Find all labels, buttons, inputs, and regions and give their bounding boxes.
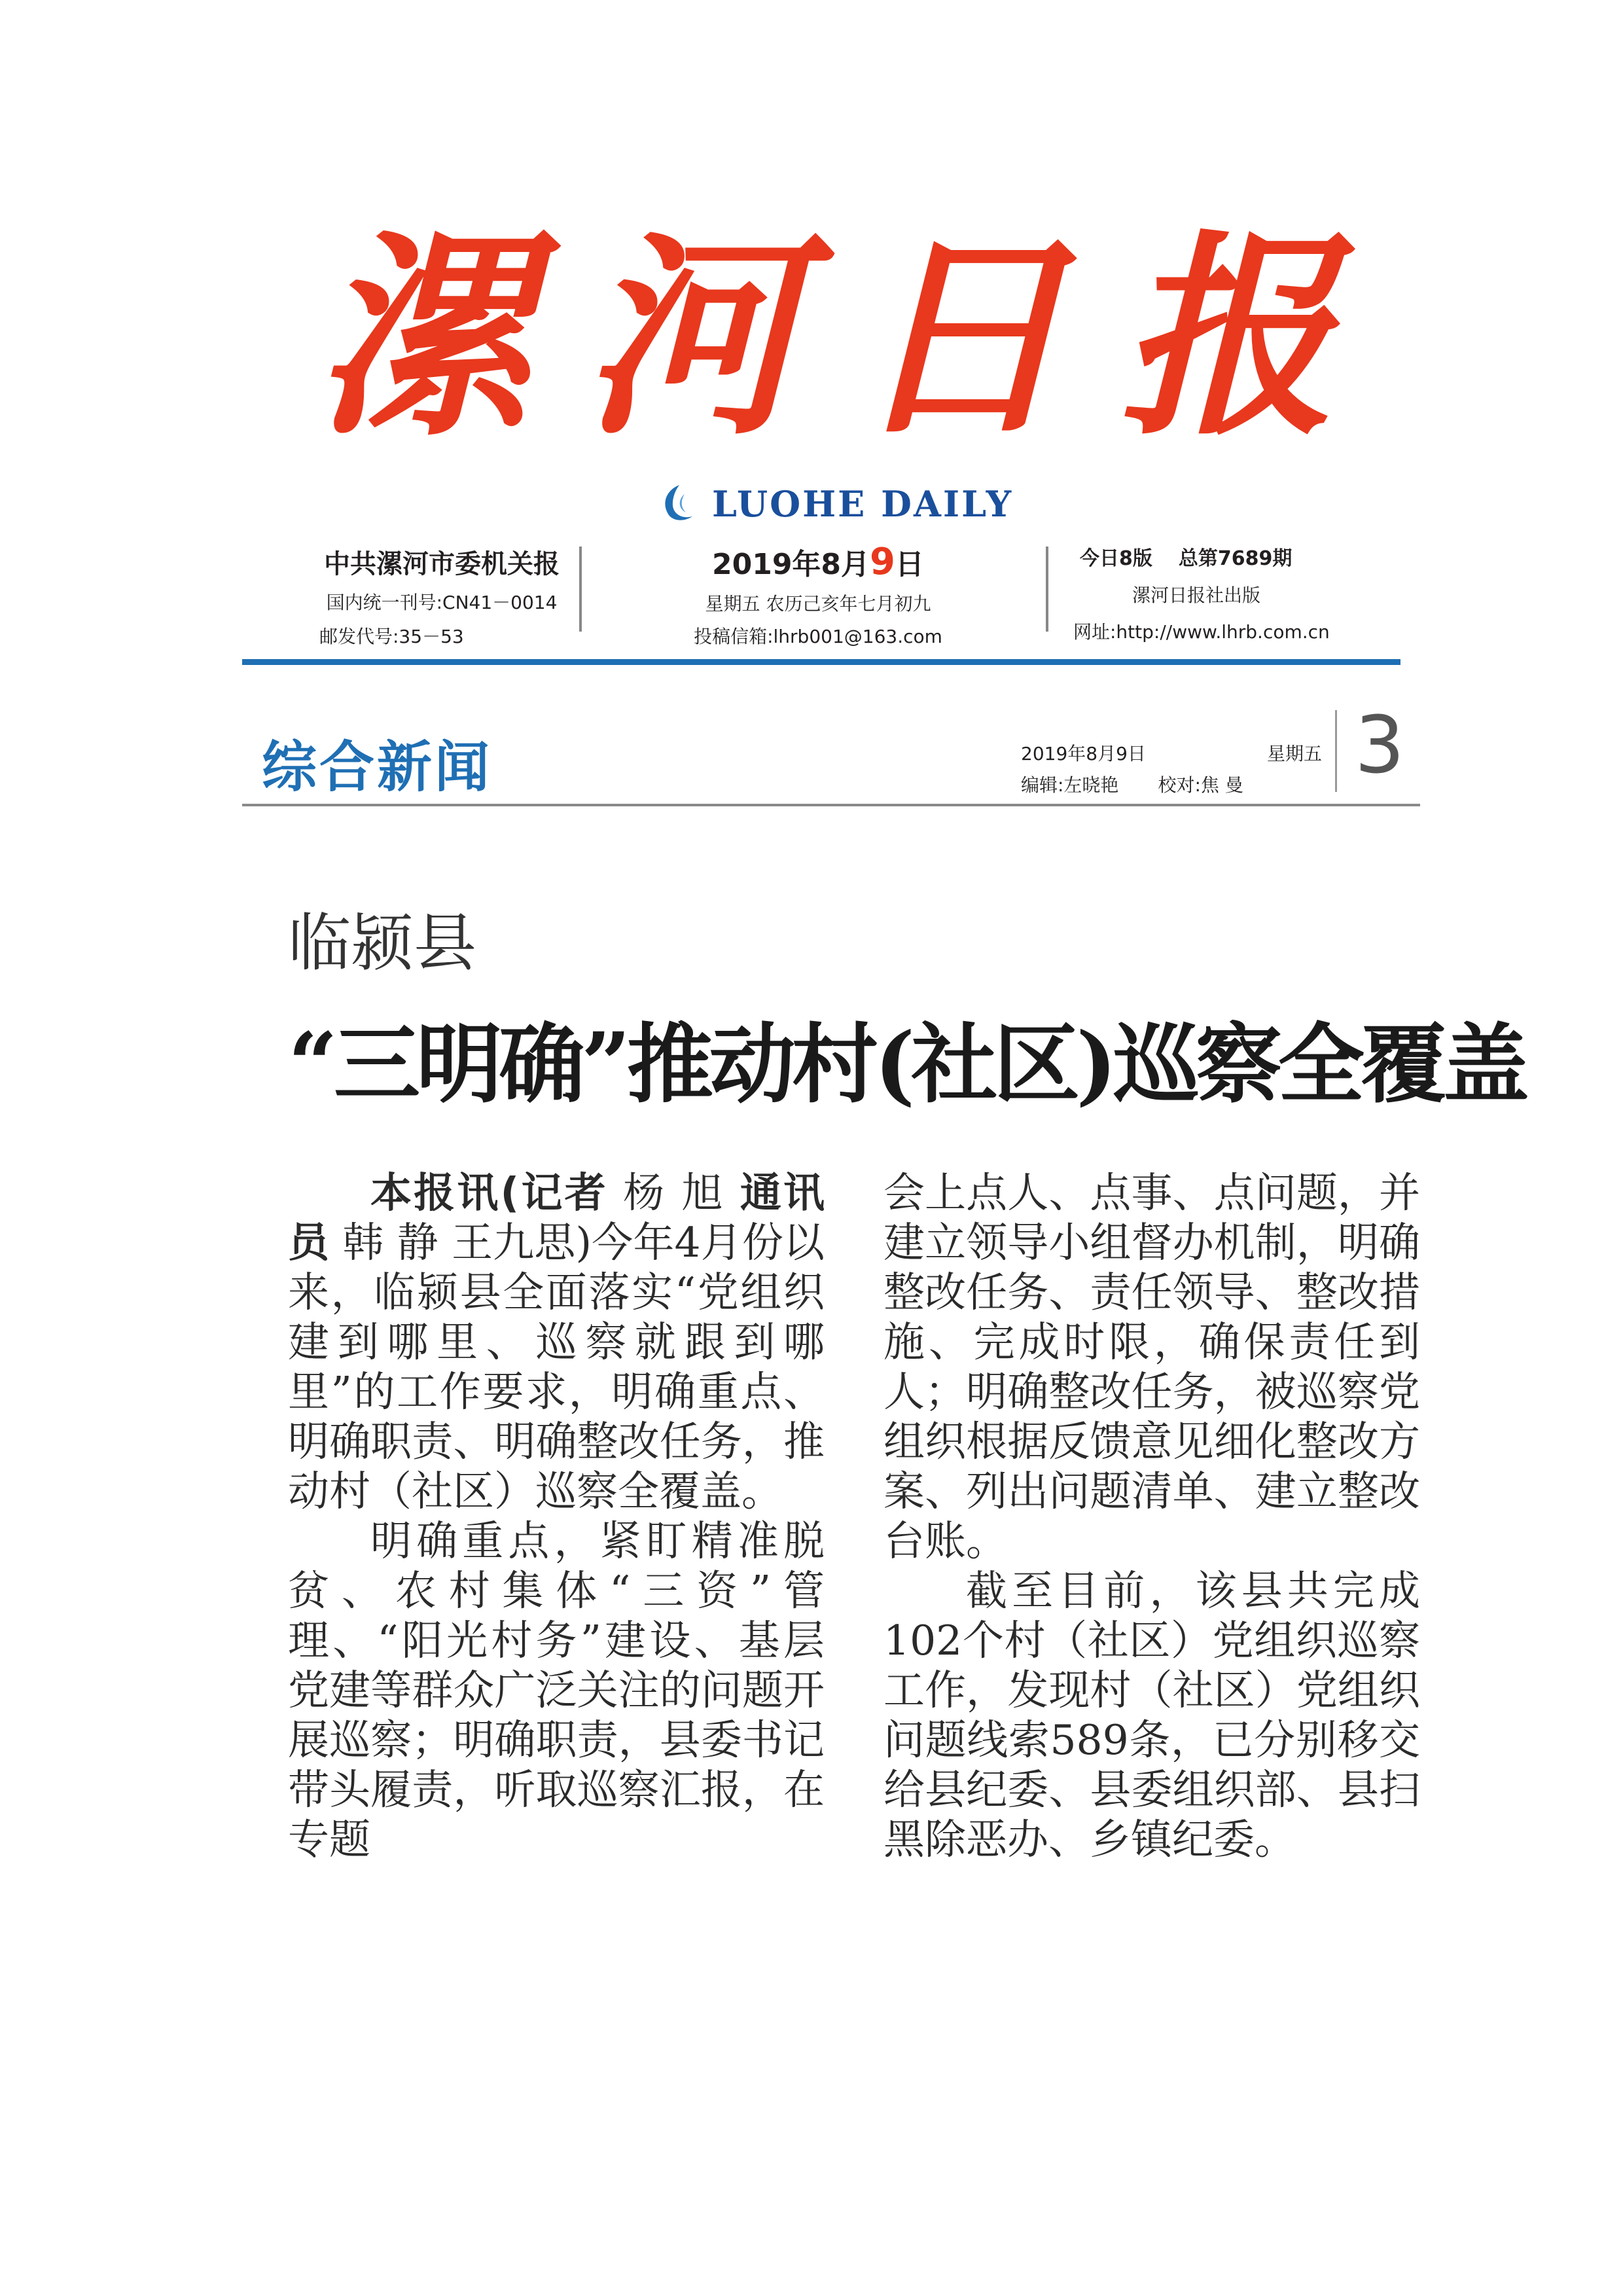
divider [1046, 547, 1048, 632]
paragraph-2-continued: 会上点人、点事、点问题，并建立领导小组督办机制，明确整改任务、责任领导、整改措施、完成时限，确保责任到人；明确整改任务，被巡察党组织根据反馈意见细化整改方案、列出问题清单、建立整改台账。 [883, 1169, 1420, 1565]
page-meta [1021, 740, 1322, 797]
paragraph-2: 明确重点，紧盯精准脱贫、农村集体“三资”管理、“阳光村务”建设、基层党建等群众广泛关注的问题开展巡察；明确职责，县委书记带头履责，听取巡察汇报，在专题 [288, 1517, 825, 1863]
article-body [288, 1168, 825, 1865]
submission-email: 投稿信箱:lhrb001@163.com [694, 626, 942, 647]
website: 网址:http://www.lhrb.com.cn [1073, 621, 1330, 643]
wave-logo-icon [654, 481, 700, 527]
paragraph-1: 今年4月份以来，临颍县全面落实“党组织建到哪里、巡察就跟到哪里”的工作要求，明确重点、明确职责、明确整改任务，推动村（社区）巡察全覆盖。 [288, 1219, 825, 1515]
issue-date: 2019年8月9日 [711, 541, 925, 583]
page-date: 2019年8月9日 [1021, 743, 1146, 764]
english-name: LUOHE DAILY [712, 483, 1014, 525]
logo-char-2: 河 [582, 210, 798, 464]
postal-code: 邮发代号:35－53 [319, 626, 464, 647]
section-rule [242, 804, 1420, 806]
issue-total: 总第7689期 [1178, 547, 1293, 570]
party-organ: 中共漯河市委机关报 [324, 549, 560, 579]
article-kicker: 临颍县 [288, 906, 476, 980]
article-body-continued [883, 1168, 1420, 1865]
section-title: 综合新闻 [262, 734, 493, 799]
issue-stats [1073, 542, 1348, 571]
proofreader: 校对:焦 曼 [1158, 774, 1243, 796]
publisher: 漯河日报社出版 [1132, 584, 1261, 606]
newspaper-logo [314, 196, 1335, 478]
reporter: 杨 旭 [623, 1169, 725, 1217]
cn-number: 国内统一刊号:CN41－0014 [326, 592, 558, 613]
correspondents: 韩 静 王九思) [342, 1219, 592, 1266]
masthead-right-info [1073, 542, 1348, 644]
logo-char-4: 报 [1119, 210, 1335, 464]
page-number: 3 [1355, 700, 1405, 791]
masthead-rule [242, 659, 1400, 665]
masthead-center-info [654, 541, 982, 649]
paragraph-3: 截至目前，该县共完成102个村（社区）党组织巡察工作，发现村（社区）党组织问题线索589条，已分别移交给县纪委、县委组织部、县扫黑除恶办、乡镇纪委。 [883, 1567, 1420, 1863]
logo-char-3: 日 [851, 210, 1067, 464]
article-headline: “三明确”推动村(社区)巡察全覆盖 [288, 1014, 1525, 1115]
paragraph: 本报讯(记者 杨 旭 通讯员 韩 静 王九思)今年4月份以来，临颍县全面落实“党组织建到哪里、巡察就跟到哪里”的工作要求，明确重点、明确职责、明确整改任务，推动村（社区）巡察全覆盖。 [288, 1169, 825, 1515]
logo-char-1: 漯 [314, 210, 530, 464]
english-logo [654, 478, 1013, 530]
editor: 编辑:左晓艳 [1021, 774, 1119, 796]
divider [1335, 710, 1337, 792]
masthead-left-info [308, 543, 576, 649]
divider [579, 547, 582, 632]
page-weekday: 星期五 [1266, 743, 1322, 764]
pages-today: 今日8版 [1080, 547, 1152, 570]
weekday-lunar: 星期五 农历己亥年七月初九 [705, 593, 931, 615]
